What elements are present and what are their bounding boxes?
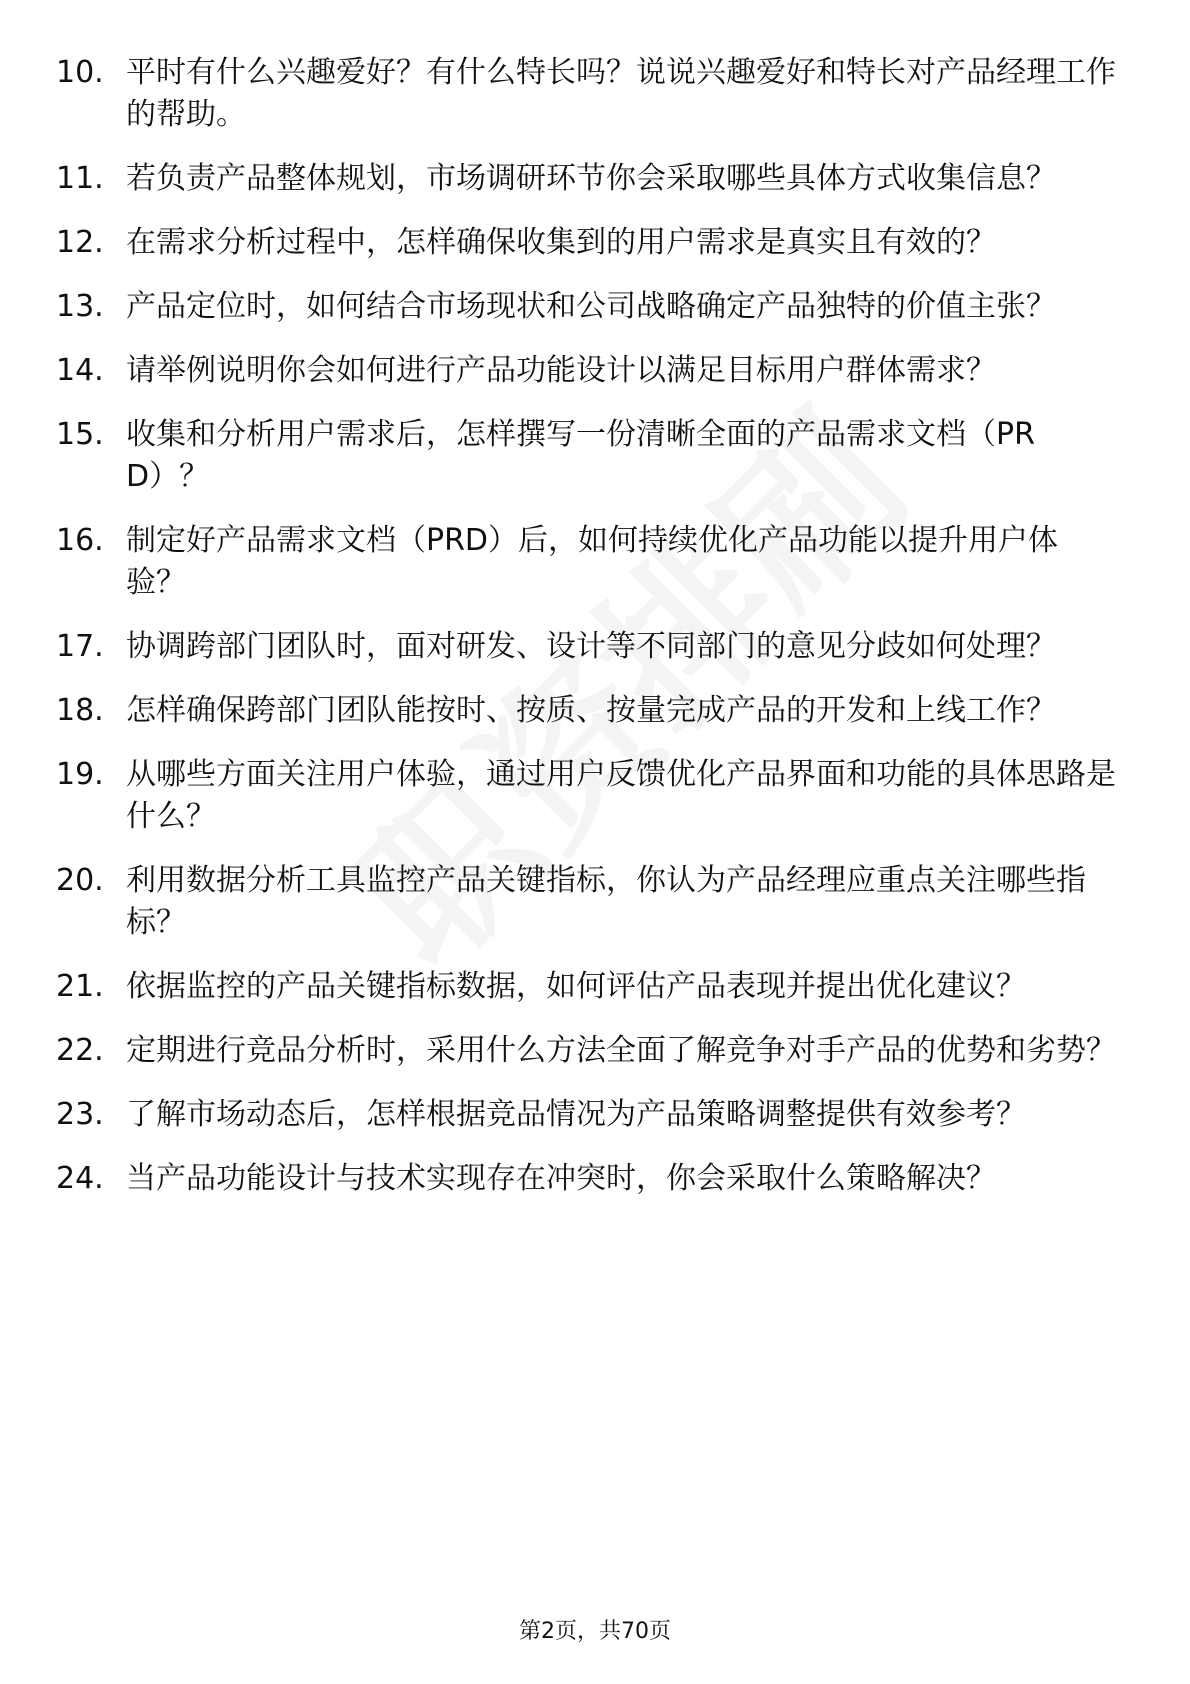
- question-number: 15.: [56, 417, 104, 452]
- question-item: [56, 222, 1136, 264]
- question-number: 20.: [56, 863, 104, 898]
- question-number: 12.: [56, 225, 104, 260]
- question-text: 在需求分析过程中，怎样确保收集到的用户需求是真实且有效的？: [126, 225, 996, 260]
- question-text: 了解市场动态后，怎样根据竞品情况为产品策略调整提供有效参考？: [126, 1097, 1026, 1132]
- question-text: 依据监控的产品关键指标数据，如何评估产品表现并提出优化建议？: [126, 969, 1026, 1004]
- question-list: [56, 52, 1136, 1222]
- question-text: 平时有什么兴趣爱好？有什么特长吗？说说兴趣爱好和特长对产品经理工作的帮助。: [126, 55, 1116, 132]
- question-number: 18.: [56, 693, 104, 728]
- question-text: 从哪些方面关注用户体验，通过用户反馈优化产品界面和功能的具体思路是什么？: [126, 757, 1116, 834]
- question-text: 制定好产品需求文档（PRD）后，如何持续优化产品功能以提升用户体验？: [126, 523, 1059, 600]
- question-item: [56, 158, 1136, 200]
- question-number: 19.: [56, 757, 104, 792]
- question-item: [56, 286, 1136, 328]
- question-text: 定期进行竞品分析时，采用什么方法全面了解竞争对手产品的优势和劣势？: [126, 1033, 1116, 1068]
- question-number: 13.: [56, 289, 104, 324]
- question-item: [56, 350, 1136, 392]
- question-item: [56, 520, 1136, 604]
- question-text: 收集和分析用户需求后，怎样撰写一份清晰全面的产品需求文档（PRD）？: [126, 417, 1035, 494]
- page-number-label: 第2页，共70页: [519, 1619, 671, 1644]
- question-item: [56, 414, 1136, 498]
- question-item: [56, 1094, 1136, 1136]
- question-item: [56, 1030, 1136, 1072]
- page-footer: [0, 1617, 1190, 1647]
- question-number: 14.: [56, 353, 104, 388]
- question-number: 24.: [56, 1161, 104, 1196]
- question-item: [56, 690, 1136, 732]
- question-item: [56, 1158, 1136, 1200]
- question-item: [56, 626, 1136, 668]
- question-item: [56, 754, 1136, 838]
- question-text: 当产品功能设计与技术实现存在冲突时，你会采取什么策略解决？: [126, 1161, 996, 1196]
- question-text: 协调跨部门团队时，面对研发、设计等不同部门的意见分歧如何处理？: [126, 629, 1056, 664]
- question-text: 利用数据分析工具监控产品关键指标，你认为产品经理应重点关注哪些指标？: [126, 863, 1086, 940]
- question-number: 23.: [56, 1097, 104, 1132]
- question-item: [56, 52, 1136, 136]
- question-item: [56, 860, 1136, 944]
- question-number: 16.: [56, 523, 104, 558]
- question-number: 22.: [56, 1033, 104, 1068]
- question-number: 17.: [56, 629, 104, 664]
- question-number: 21.: [56, 969, 104, 1004]
- question-number: 10.: [56, 55, 104, 90]
- question-item: [56, 966, 1136, 1008]
- question-text: 请举例说明你会如何进行产品功能设计以满足目标用户群体需求？: [126, 353, 996, 388]
- question-number: 11.: [56, 161, 104, 196]
- question-text: 怎样确保跨部门团队能按时、按质、按量完成产品的开发和上线工作？: [126, 693, 1056, 728]
- question-text: 若负责产品整体规划，市场调研环节你会采取哪些具体方式收集信息？: [126, 161, 1056, 196]
- question-text: 产品定位时，如何结合市场现状和公司战略确定产品独特的价值主张？: [126, 289, 1056, 324]
